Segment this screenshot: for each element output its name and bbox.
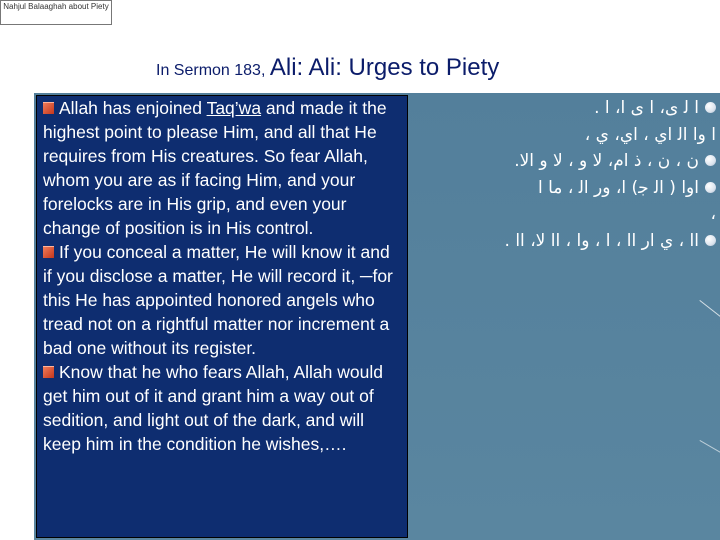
arabic-line-6: ﺍﺍ ، ﻱ ﺍﺭ ﺍﺍ ، ﺍ ، ﻭﺍ ، ﺍﺍ ﻻ، ﺍﺍ .: [504, 230, 699, 251]
arabic-line-1: ا ﻟ ﻯ، ا ﻯ ا، ا .: [594, 98, 699, 118]
arabic-item-1: [418, 95, 716, 122]
arabic-line-3: ﻥ ، ﻥ ، ﺫ ﺍﻡ، ﻻ ﻭ ، ﻻ ﻭ ﺍﻻ.: [514, 151, 699, 171]
red-square-bullet-icon: [43, 366, 54, 378]
arabic-line-5: ،: [710, 204, 716, 224]
arabic-item-3: [418, 175, 716, 202]
p2-text: If you conceal a matter, He will know it and if you disclose a matter, He will record it, ─for this He has appointed honored angels who tread not on a rightful matter nor increment a bad one without its register.: [43, 242, 393, 358]
arabic-item-4: [418, 228, 716, 255]
english-paragraph-1: [43, 96, 401, 240]
p3-text: Know that he who fears Allah, Allah would get him out of it and grant him a way out of sedition, and light out of the dark, and will keep him in the condition he wishes,….: [43, 362, 383, 454]
header-tag: Nahjul Balaaghah about Piety: [0, 0, 112, 25]
english-paragraph-2: [43, 240, 401, 360]
p1-after: and made it the highest point to please Him, and all that He requires from His creatures. So fear Allah, whom you are as if facing Him, and your forelocks are in His grip, and even your change of position is in His control.: [43, 98, 387, 238]
english-text-box: [36, 95, 408, 538]
slide-title: [156, 54, 716, 86]
white-dot-bullet-icon: [705, 102, 716, 113]
white-dot-bullet-icon: [705, 182, 716, 193]
arabic-item-2: [418, 148, 716, 175]
title-prefix: In Sermon 183,: [156, 62, 266, 79]
p1-before: Allah has enjoined: [59, 98, 207, 118]
red-square-bullet-icon: [43, 102, 54, 114]
arabic-item-1-cont: [418, 122, 716, 149]
arabic-text-list: [418, 95, 716, 254]
arabic-line-2: ا وا اﻟ ﺍﻱ ، ﺍﻱ، ﻱ ،: [584, 124, 716, 145]
taqwa-term: Taq’wa: [206, 98, 262, 118]
english-paragraph-3: [43, 360, 401, 456]
title-main: Ali: Ali: Urges to Piety: [269, 54, 500, 81]
white-dot-bullet-icon: [705, 155, 716, 166]
white-dot-bullet-icon: [705, 235, 716, 246]
arabic-item-3-cont: [418, 201, 716, 228]
red-square-bullet-icon: [43, 246, 54, 258]
arabic-line-4: ﺍﻭﺍ ( ﺍﻟ ﺟ) ﺍ، ﻭﺭ ﺍﻟ ، ﻣﺎ ﺍ: [538, 177, 699, 198]
